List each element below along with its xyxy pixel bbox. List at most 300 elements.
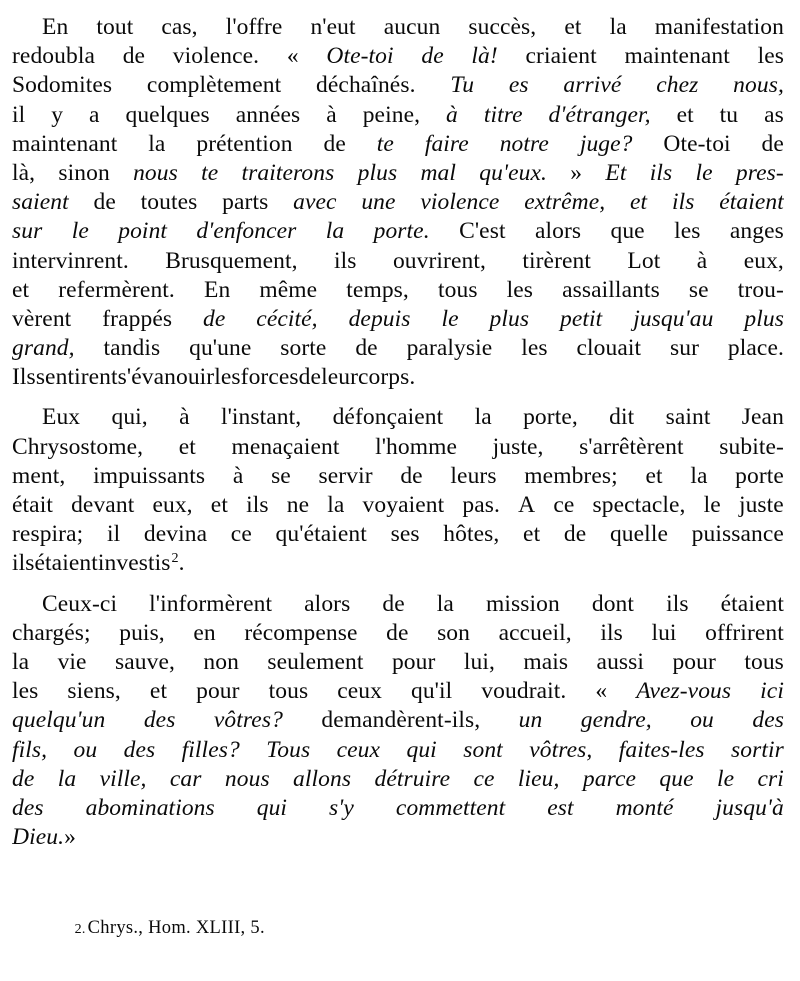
word: vie (57, 648, 87, 675)
word: se (688, 276, 709, 303)
word: saint (665, 404, 711, 431)
word: à (179, 404, 190, 431)
word: Lot (627, 247, 661, 274)
word: devina (143, 521, 208, 548)
word: était (12, 492, 53, 518)
word-italic: la (325, 218, 345, 245)
word: « (286, 43, 299, 70)
word: ouvrirent, (392, 247, 486, 274)
word-italic: là! (471, 43, 498, 70)
word-italic: faites-les (618, 736, 705, 763)
word: juste (738, 492, 784, 518)
word: de (298, 364, 322, 391)
word: étaient (720, 590, 784, 617)
text-line (12, 824, 784, 853)
word-italic: ils (649, 159, 673, 186)
word-italic: depuis (348, 305, 411, 332)
word: le (703, 492, 721, 518)
word: de (400, 462, 423, 489)
word: voyaient (362, 492, 445, 518)
word: accueil, (498, 619, 572, 646)
word: juste, (492, 433, 544, 460)
word: années (235, 101, 301, 128)
word-italic: de (421, 43, 444, 70)
text-line (12, 521, 784, 550)
word-italic: le (695, 159, 713, 186)
word: tous (437, 276, 478, 303)
text-line (12, 218, 784, 247)
word: peine, (362, 101, 421, 128)
word: quelle (609, 521, 668, 548)
word: l'instant, (220, 404, 302, 431)
word: pour (391, 648, 436, 675)
word: anges (729, 218, 784, 245)
word: ils (334, 247, 357, 274)
word: servir (318, 462, 373, 489)
word: A (518, 492, 536, 518)
word-italic: monté (615, 794, 674, 821)
footnote-number: 2. (74, 922, 86, 937)
word-italic: détruire (374, 765, 451, 792)
word: ses (390, 521, 420, 548)
word-italic: extrême, (524, 189, 606, 216)
word: et (676, 101, 694, 128)
word: lui (651, 619, 677, 646)
word-italic: ville, (99, 765, 147, 792)
word: aussi (596, 648, 645, 675)
word-italic: Tu (450, 72, 475, 99)
word: intervinrent. (12, 247, 129, 274)
text-line (12, 620, 784, 649)
word-italic: Dieu. (12, 824, 65, 851)
word: siens, (67, 678, 121, 705)
word-italic: de (203, 305, 226, 332)
word: En (42, 14, 69, 40)
footnote-marker: 2 (171, 550, 179, 566)
word: Ceux-ci (42, 590, 118, 617)
word: prétention (196, 130, 293, 157)
word: de (382, 590, 405, 617)
word: complètement (146, 72, 282, 99)
text-line (12, 160, 784, 189)
word: l'homme (375, 433, 458, 460)
word: Brusquement, (165, 247, 298, 274)
word-italic: ceux (336, 736, 381, 763)
word: alors (534, 218, 582, 245)
word: tous (744, 648, 784, 675)
word: non (203, 648, 239, 675)
word-italic: lieu, (517, 765, 560, 792)
word: temps, (346, 276, 409, 303)
text-line (12, 463, 784, 492)
word: Sodomites (12, 72, 113, 99)
word: tandis (103, 335, 161, 362)
word-italic: commettent (395, 794, 506, 821)
word-italic: porte. (373, 218, 430, 245)
word: la (327, 492, 345, 518)
word-italic: d'enfoncer (196, 218, 297, 245)
word: puis, (119, 619, 165, 646)
text-line (12, 364, 784, 393)
word: maintenant (12, 130, 118, 157)
word: la (474, 404, 492, 431)
word-italic: sont (463, 736, 503, 763)
word: tu (719, 101, 739, 128)
word: leurs (450, 462, 497, 489)
word-italic: que (659, 765, 694, 792)
text-line (12, 707, 784, 736)
word-italic: saient (12, 189, 69, 216)
word-italic: un (518, 707, 543, 734)
word-italic: vôtres? (213, 707, 283, 734)
word: mission (486, 590, 560, 617)
word: y (51, 101, 64, 128)
word: qu'étaient (275, 521, 367, 548)
word: respira; (12, 521, 84, 548)
word-italic: qui (256, 794, 288, 821)
word: toutes (140, 189, 198, 216)
word-italic: ce (473, 765, 495, 792)
word-italic: plus (489, 305, 530, 332)
word: C'est (459, 218, 506, 245)
word: ils (246, 492, 269, 518)
text-line (12, 43, 784, 72)
word-italic: le (71, 218, 89, 245)
word-italic: d'étranger, (548, 101, 651, 128)
word: qui, (111, 404, 148, 431)
word: devant (71, 492, 135, 518)
word-italic: le (716, 765, 735, 792)
word: de (122, 43, 146, 70)
word-italic: jusqu'à (715, 794, 784, 821)
word-italic: violence (420, 189, 500, 216)
text-line (12, 72, 784, 101)
word: investis$^2$ (97, 550, 179, 577)
word-italic: notre (499, 130, 549, 157)
word-italic: te (376, 130, 394, 157)
word: En (204, 276, 231, 303)
word: défonçaient (332, 404, 444, 431)
word: . (178, 550, 185, 577)
word: » (64, 824, 76, 851)
word: de (355, 335, 378, 362)
word-italic: des (143, 707, 176, 734)
word-italic: des (752, 707, 784, 734)
word-italic: grand, (12, 335, 75, 362)
word: violence. (172, 43, 260, 70)
word: corps. (358, 364, 416, 391)
word: forces (240, 364, 299, 391)
paragraph-1 (12, 14, 784, 393)
word: lui, (463, 648, 495, 675)
word-italic: petit (560, 305, 603, 332)
text-line (12, 248, 784, 277)
word: maintenant (624, 43, 730, 70)
word-italic: s'y (329, 794, 354, 821)
word: à (696, 247, 708, 274)
word-italic: cri (757, 765, 784, 792)
word: les (757, 43, 784, 70)
text-line (12, 766, 784, 795)
text-line (12, 678, 784, 707)
word-italic: avec (293, 189, 337, 216)
word: frappés (102, 305, 173, 332)
word-italic: car (169, 765, 202, 792)
word: clouait (576, 335, 642, 362)
word: Ils (12, 364, 36, 391)
word: membres; (524, 462, 618, 489)
word: spectacle, (592, 492, 686, 518)
text-line (12, 14, 784, 43)
word-italic: abominations (85, 794, 215, 821)
word: récompense (244, 619, 358, 646)
text-line (12, 306, 784, 335)
word: a (89, 101, 100, 128)
word: Jean (741, 404, 784, 431)
word: les (521, 335, 548, 362)
word: hôtes, (443, 521, 500, 548)
text-line (12, 737, 784, 766)
word: quelques (125, 101, 210, 128)
word-italic: sortir (731, 736, 784, 763)
word: son (437, 619, 471, 646)
word-italic: le (441, 305, 459, 332)
word: place. (727, 335, 784, 362)
word: ce (553, 492, 575, 518)
word: en (193, 619, 216, 646)
word: eux, (743, 247, 784, 274)
word: l'offre (225, 14, 283, 40)
text-line (12, 404, 784, 433)
word-italic: de (12, 765, 35, 792)
word: puissance (691, 521, 784, 548)
word: et (149, 678, 168, 705)
word: et (523, 521, 541, 548)
word-italic: étaient (719, 189, 784, 216)
word-italic: vôtres, (529, 736, 593, 763)
word: tous (268, 678, 309, 705)
word: les (506, 276, 534, 303)
word: pas. (462, 492, 501, 518)
word: parts (222, 189, 269, 216)
word: paralysie (406, 335, 493, 362)
word: demandèrent-ils, (321, 707, 481, 734)
word: s'évanouir (117, 364, 215, 391)
word-italic: filles? (181, 736, 240, 763)
word-italic: gendre, (580, 707, 652, 734)
word: de (93, 189, 116, 216)
word: porte, (523, 404, 578, 431)
word-italic: es (508, 72, 529, 99)
text-line (12, 795, 784, 824)
word-italic: parce (582, 765, 637, 792)
word: et (210, 492, 228, 518)
word: là, (12, 159, 36, 186)
word: étaient (34, 550, 98, 577)
word-italic: Tous (266, 736, 311, 763)
word-italic: chez (656, 72, 699, 99)
word: s'arrêtèrent (579, 433, 684, 460)
word: redoubla (12, 43, 96, 70)
word-italic: cécité, (256, 305, 318, 332)
word: de (386, 619, 409, 646)
word: mais (523, 648, 569, 675)
word-italic: plus (357, 159, 398, 186)
word: ceux (337, 678, 382, 705)
word: à (326, 101, 337, 128)
word-italic: nous (133, 159, 178, 186)
word: la (609, 14, 627, 40)
word-italic: point (118, 218, 168, 245)
word: et (564, 14, 582, 40)
word: de (323, 130, 346, 157)
footnote-text: Chrys., Hom. XLIII, 5. (87, 918, 265, 938)
word: sur (670, 335, 700, 362)
text-line (12, 277, 784, 306)
word: la (436, 590, 454, 617)
footnote-block (45, 897, 265, 960)
word: ne (286, 492, 310, 518)
word-italic: ici (760, 678, 784, 705)
word: porte (735, 462, 784, 489)
word-italic: des (12, 794, 44, 821)
word: chargés; (12, 619, 91, 646)
word: Chrysostome, (12, 433, 144, 460)
word: la (12, 648, 30, 675)
word-italic: traiterons (241, 159, 335, 186)
word: vèrent (12, 305, 72, 332)
word: de (761, 130, 784, 157)
word-italic: pres- (735, 159, 784, 186)
word-italic: titre (483, 101, 523, 128)
word: sinon (58, 159, 110, 186)
word-italic: nous, (733, 72, 784, 99)
word: pour (672, 648, 716, 675)
word: ils (666, 590, 689, 617)
word: l'informèrent (149, 590, 273, 617)
word: qu'une (189, 335, 252, 362)
word-italic: sur (12, 218, 43, 245)
word-italic: te (201, 159, 219, 186)
word-italic: mal (420, 159, 457, 186)
text-line (12, 189, 784, 218)
word: ils (12, 550, 35, 577)
word: à (232, 462, 244, 489)
word: se (271, 462, 291, 489)
word: il (106, 521, 121, 548)
word: menaçaient (231, 433, 340, 460)
word: et (178, 433, 196, 460)
word: même (259, 276, 318, 303)
text-line (12, 102, 784, 131)
word: et (12, 276, 30, 303)
page-body-text (12, 14, 784, 853)
word: manifestation (654, 14, 784, 40)
word: alors (304, 590, 351, 617)
word: cas, (161, 14, 198, 40)
word-italic: allons (293, 765, 352, 792)
word: la (690, 462, 708, 489)
word: « (595, 678, 608, 705)
word: sauve, (115, 648, 175, 675)
word: Eux (42, 404, 81, 431)
word: sentirent (35, 364, 118, 391)
word: déchaînés. (316, 72, 416, 99)
word: que (610, 218, 645, 245)
word-italic: qu'eux. (479, 159, 547, 186)
word: eux, (152, 492, 193, 518)
word: aucun (383, 14, 441, 40)
word: les (674, 218, 701, 245)
text-line (12, 335, 784, 364)
word: assaillants (562, 276, 660, 303)
word-italic: Avez-vous (636, 678, 732, 705)
word: dont (591, 590, 635, 617)
word-italic: Et (605, 159, 627, 186)
text-line (12, 434, 784, 463)
word-italic: plus (744, 305, 784, 332)
word: il (12, 101, 26, 128)
word-italic: ou (73, 736, 98, 763)
word: n'eut (310, 14, 356, 40)
word-italic: quelqu'un (12, 707, 106, 734)
text-line (12, 131, 784, 160)
word: leur (321, 364, 358, 391)
word-italic: est (547, 794, 574, 821)
word: les (12, 678, 39, 705)
text-line (12, 492, 784, 521)
footnote-entry (45, 897, 265, 960)
word: refermèrent. (58, 276, 175, 303)
word-italic: ils (671, 189, 695, 216)
word: criaient (525, 43, 597, 70)
word-italic: des (123, 736, 156, 763)
word-italic: qui (406, 736, 437, 763)
word: ce (230, 521, 252, 548)
word: tout (96, 14, 134, 40)
word-italic: juge? (579, 130, 633, 157)
word: qu'il (410, 678, 453, 705)
word: les (214, 364, 241, 391)
word-italic: ou (690, 707, 714, 734)
word: as (764, 101, 784, 128)
word: voudrait. (481, 678, 567, 705)
word: Ote-toi (663, 130, 731, 157)
text-line (12, 550, 784, 579)
word-italic: faire (424, 130, 469, 157)
word: dit (609, 404, 635, 431)
word: sorte (280, 335, 327, 362)
text-line (12, 591, 784, 620)
word-italic: jusqu'au (633, 305, 714, 332)
word-italic: nous (224, 765, 270, 792)
word: pour (196, 678, 240, 705)
word-italic: à (446, 101, 458, 128)
word: ils (600, 619, 623, 646)
word: impuissants (93, 462, 206, 489)
word: succès, (468, 14, 537, 40)
word: et (645, 462, 663, 489)
word-italic: fils, (12, 736, 48, 763)
word: ment, (12, 462, 66, 489)
word: seulement (267, 648, 364, 675)
paragraph-2 (12, 404, 784, 579)
word-italic: une (361, 189, 396, 216)
word: tirèrent (522, 247, 592, 274)
word-italic: Ote-toi (326, 43, 394, 70)
word: » (570, 159, 583, 186)
word: trou- (737, 276, 784, 303)
